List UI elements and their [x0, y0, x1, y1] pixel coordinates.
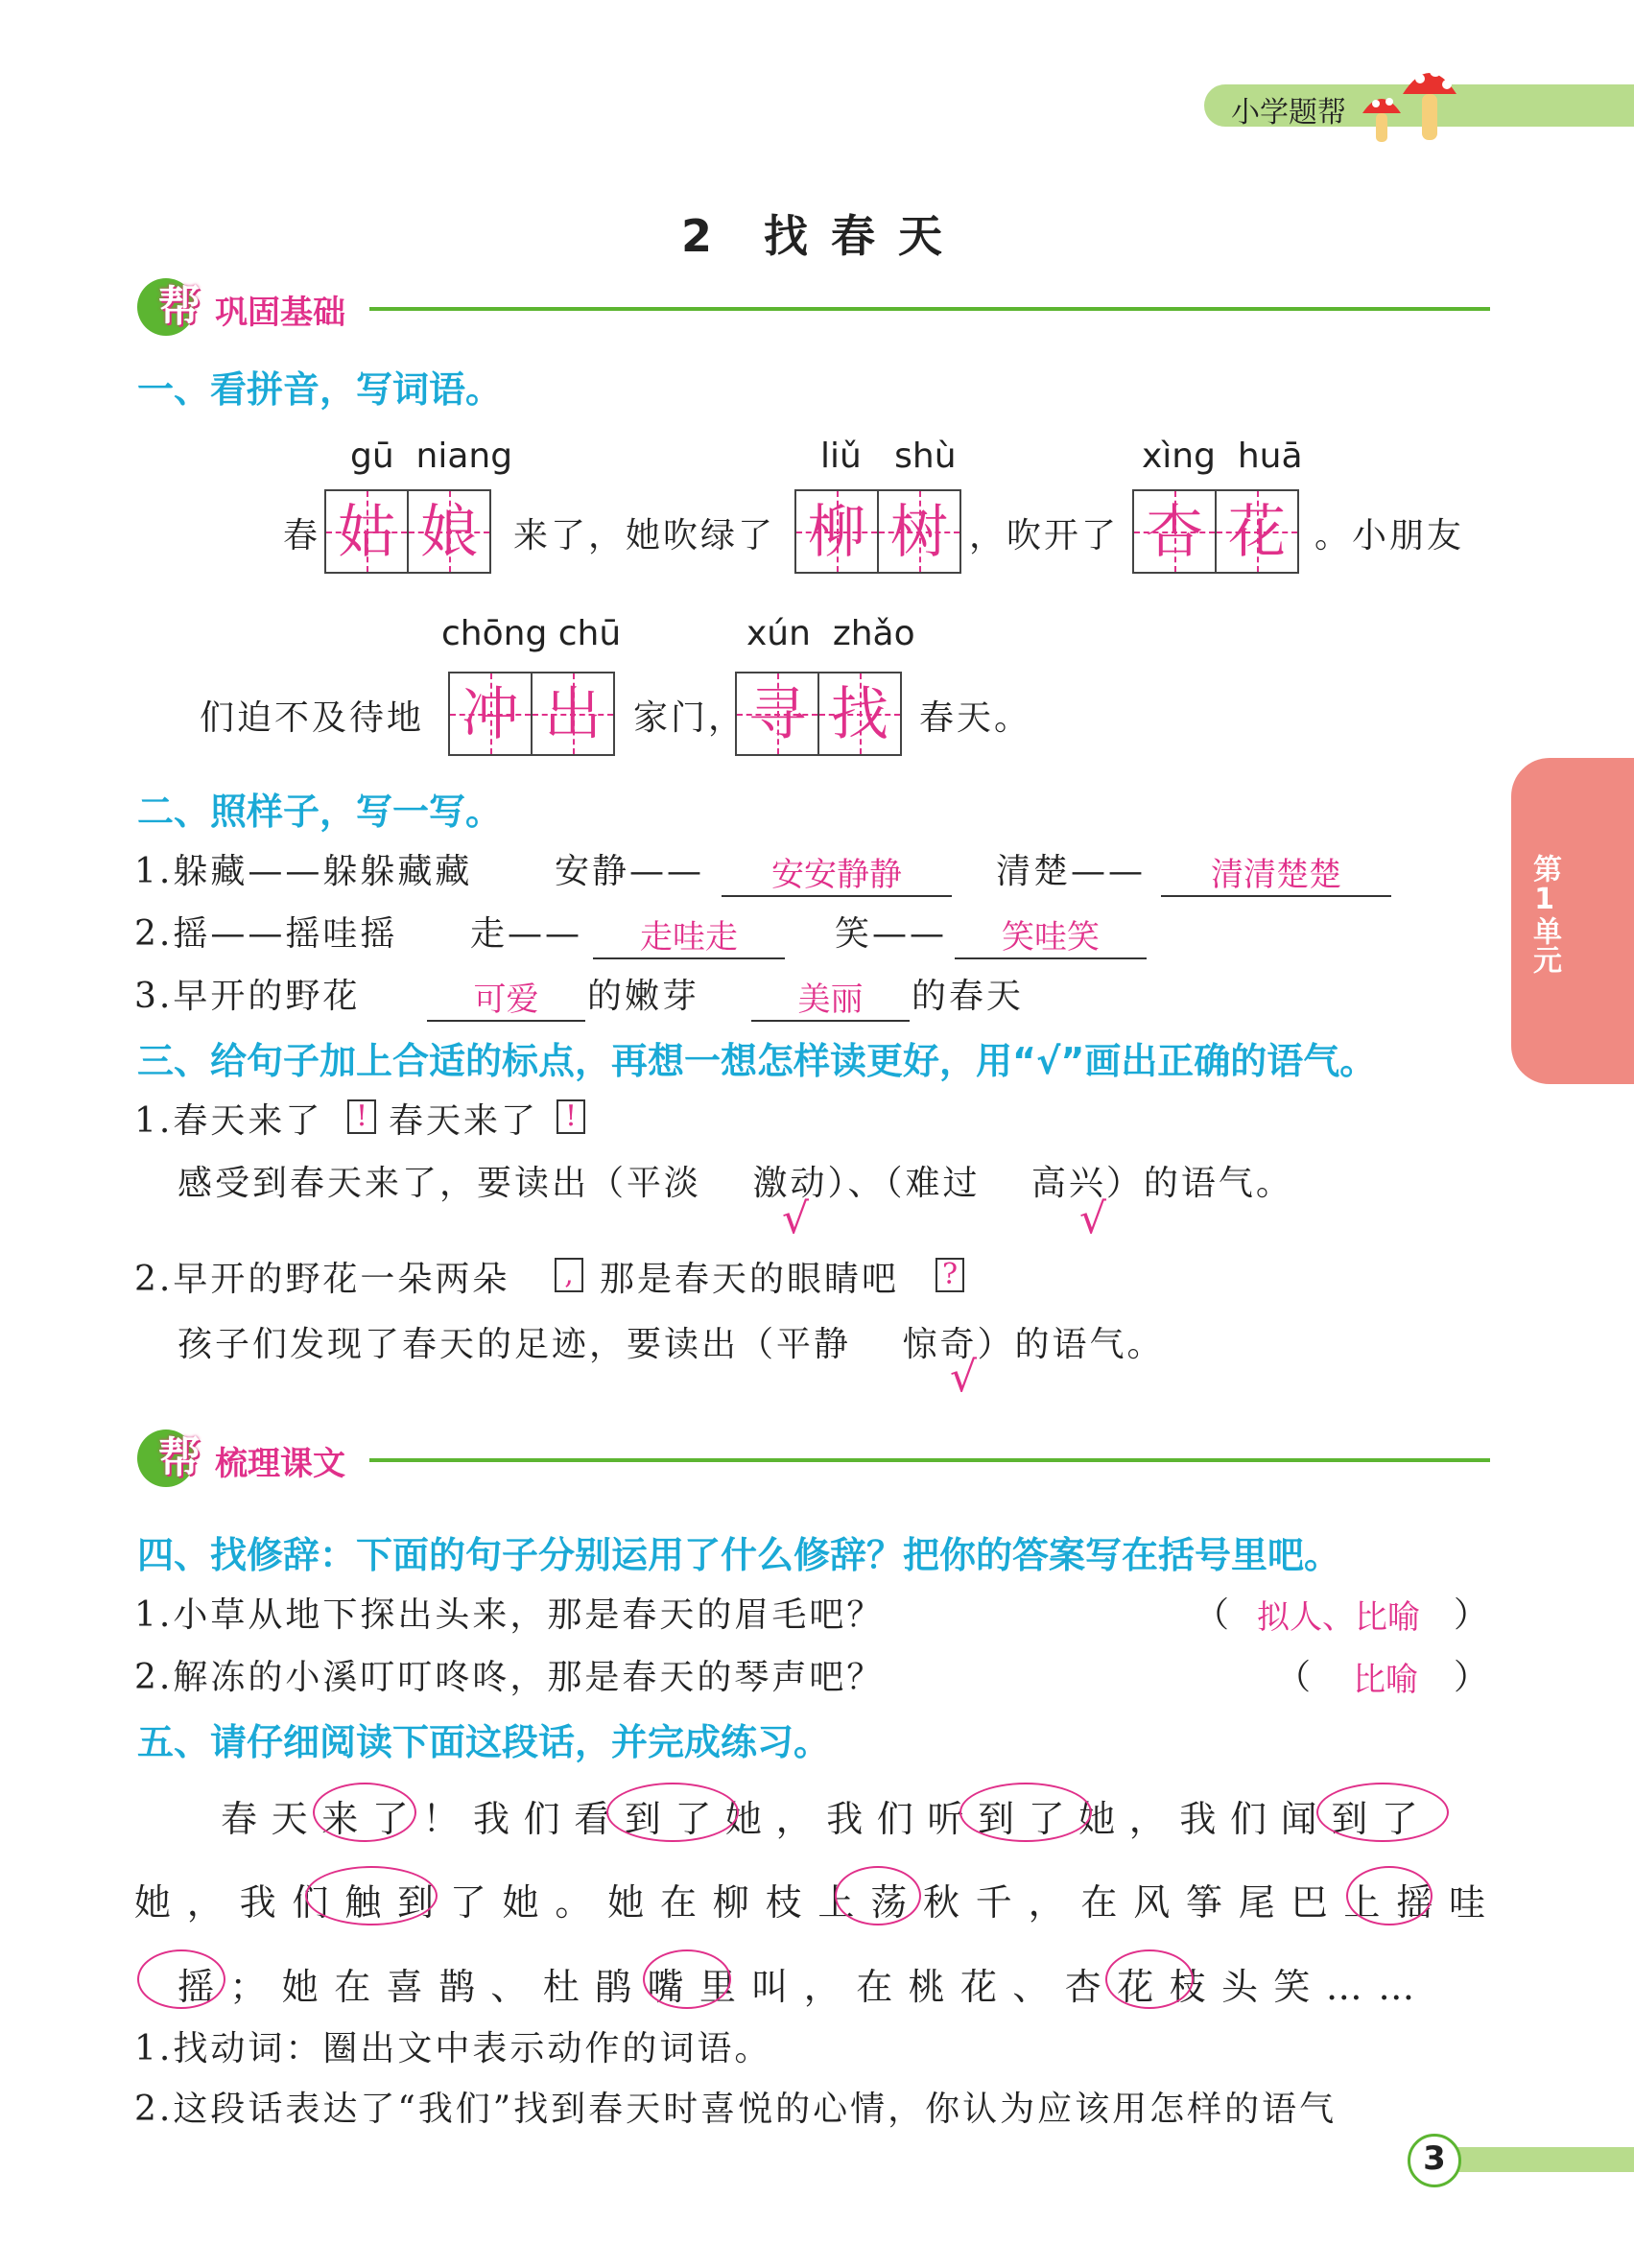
example-text: 3.早开的野花 — [134, 977, 361, 1016]
sentence-text: ，吹开了 — [969, 516, 1120, 555]
word-text: 清楚—— — [996, 852, 1147, 891]
word-text: 的嫩芽 — [587, 977, 700, 1016]
answer-char: 姑 — [338, 499, 395, 566]
check-mark: √ — [1079, 1194, 1107, 1243]
sentence-text: 春 — [283, 516, 321, 555]
sentence-text: 春天。 — [919, 698, 1032, 738]
answer-char: 娘 — [420, 499, 478, 566]
answer-blank: 笑哇笑 — [955, 910, 1147, 959]
question-heading: 二、照样子，写一写。 — [137, 791, 503, 833]
pinyin: xún zhǎo — [746, 614, 915, 653]
section-badge-char: 帮 — [158, 282, 201, 331]
passage-line: 春天来了！我们看到了她，我们听到了她，我们闻到了 — [221, 1798, 1433, 1840]
punctuation-box: ! — [557, 1099, 585, 1134]
answer-char: 花 — [1228, 499, 1286, 566]
word-text: 的春天 — [912, 977, 1025, 1016]
paren-left: （ — [1195, 1595, 1233, 1635]
sentence-text: 1.春天来了 — [134, 1101, 323, 1141]
check-mark: √ — [950, 1353, 978, 1402]
answer-char: 树 — [890, 499, 948, 566]
pinyin: liǔ shù — [820, 437, 957, 476]
tone-text: 感受到春天来了，要读出（平淡 激动）、（难过 高兴）的语气。 — [178, 1164, 1293, 1203]
question-heading: 三、给句子加上合适的标点，再想一想怎样读更好，用“√”画出正确的语气。 — [137, 1040, 1377, 1082]
task-text: 1.找动词：圈出文中表示动作的词语。 — [134, 2029, 772, 2068]
answer-blank: 美丽 — [751, 973, 910, 1022]
word-text: 走—— — [470, 914, 583, 954]
verb-circle — [606, 1783, 739, 1842]
answer-char: 柳 — [808, 499, 865, 566]
section-divider — [369, 307, 1490, 311]
verb-circle — [959, 1783, 1092, 1842]
answer-char: 杏 — [1146, 499, 1203, 566]
answer-char: 出 — [544, 681, 602, 748]
sentence-text: 春天来了 — [389, 1101, 539, 1141]
verb-circle — [305, 1866, 438, 1925]
question-heading: 五、请仔细阅读下面这段话，并完成练习。 — [137, 1721, 831, 1763]
punctuation-box: ? — [935, 1258, 964, 1292]
rhetoric-answer: 拟人、比喻 — [1257, 1598, 1420, 1637]
answer-blank: 走哇走 — [593, 910, 785, 959]
check-mark: √ — [782, 1194, 810, 1243]
header-tag: 小学题帮 — [1231, 96, 1346, 130]
task-text: 2.这段话表达了“我们”找到春天时喜悦的心情，你认为应该用怎样的语气 — [134, 2090, 1338, 2129]
paren-right: ） — [1454, 1595, 1492, 1635]
answer-blank: 安安静静 — [722, 848, 952, 897]
verb-circle — [1346, 1866, 1433, 1925]
passage-line: 摇；她在喜鹊、杜鹃嘴里叫，在桃花、杏花枝头笑…… — [178, 1966, 1431, 2008]
example-text: 1.躲藏——躲躲藏藏 — [134, 852, 473, 891]
answer-blank: 可爱 — [427, 973, 585, 1022]
word-text: 笑—— — [835, 914, 948, 954]
sentence-text: 来了，她吹绿了 — [513, 516, 776, 555]
rhetoric-answer: 比喻 — [1353, 1661, 1418, 1699]
sentence-text: 们迫不及待地 — [200, 698, 425, 738]
verb-circle — [835, 1866, 921, 1925]
sentence-text: 。小朋友 — [1314, 516, 1465, 555]
verb-circle — [313, 1783, 416, 1842]
word-text: 安静—— — [555, 852, 705, 891]
section-divider — [369, 1458, 1490, 1462]
answer-char: 寻 — [748, 681, 806, 748]
page-title: 2 找 春 天 — [681, 210, 947, 262]
answer-blank: 清清楚楚 — [1161, 848, 1391, 897]
sentence-text: 2.早开的野花一朵两朵 — [134, 1260, 510, 1299]
punctuation-box: ! — [347, 1099, 376, 1134]
verb-circle — [643, 1949, 731, 2009]
pinyin: chōng chū — [441, 614, 622, 653]
section-badge-char: 帮 — [158, 1433, 201, 1482]
sentence-text: 那是春天的眼睛吧 — [600, 1260, 900, 1299]
unit-tab-label: 第1单元 — [1527, 854, 1561, 974]
paren-left: （ — [1276, 1658, 1314, 1697]
mushroom-icon — [1353, 56, 1468, 147]
passage-line: 她，我们触到了她。她在柳枝上荡秋千，在风筝尾巴上摇哇 — [134, 1881, 1502, 1924]
sentence-text: 家门， — [633, 698, 746, 738]
section-title: 梳理课文 — [215, 1445, 345, 1483]
pinyin: gū niang — [350, 437, 513, 476]
question-heading: 一、看拼音，写词语。 — [137, 368, 503, 411]
section-title: 巩固基础 — [215, 294, 345, 332]
sentence-text: 1.小草从地下探出头来，那是春天的眉毛吧？ — [134, 1595, 885, 1635]
answer-char: 冲 — [462, 681, 519, 748]
verb-circle — [1105, 1949, 1194, 2009]
paren-right: ） — [1454, 1658, 1492, 1697]
answer-char: 找 — [831, 681, 888, 748]
question-heading: 四、找修辞：下面的句子分别运用了什么修辞？把你的答案写在括号里吧。 — [137, 1534, 1341, 1576]
tone-text: 孩子们发现了春天的足迹，要读出（平静 惊奇）的语气。 — [178, 1325, 1165, 1364]
verb-circle — [1316, 1783, 1449, 1842]
sentence-text: 2.解冻的小溪叮叮咚咚，那是春天的琴声吧？ — [134, 1658, 885, 1697]
punctuation-box: , — [555, 1258, 583, 1292]
page-number: 3 — [1423, 2139, 1446, 2178]
verb-circle — [137, 1949, 225, 2009]
pinyin: xìng huā — [1142, 437, 1303, 476]
example-text: 2.摇——摇哇摇 — [134, 914, 398, 954]
